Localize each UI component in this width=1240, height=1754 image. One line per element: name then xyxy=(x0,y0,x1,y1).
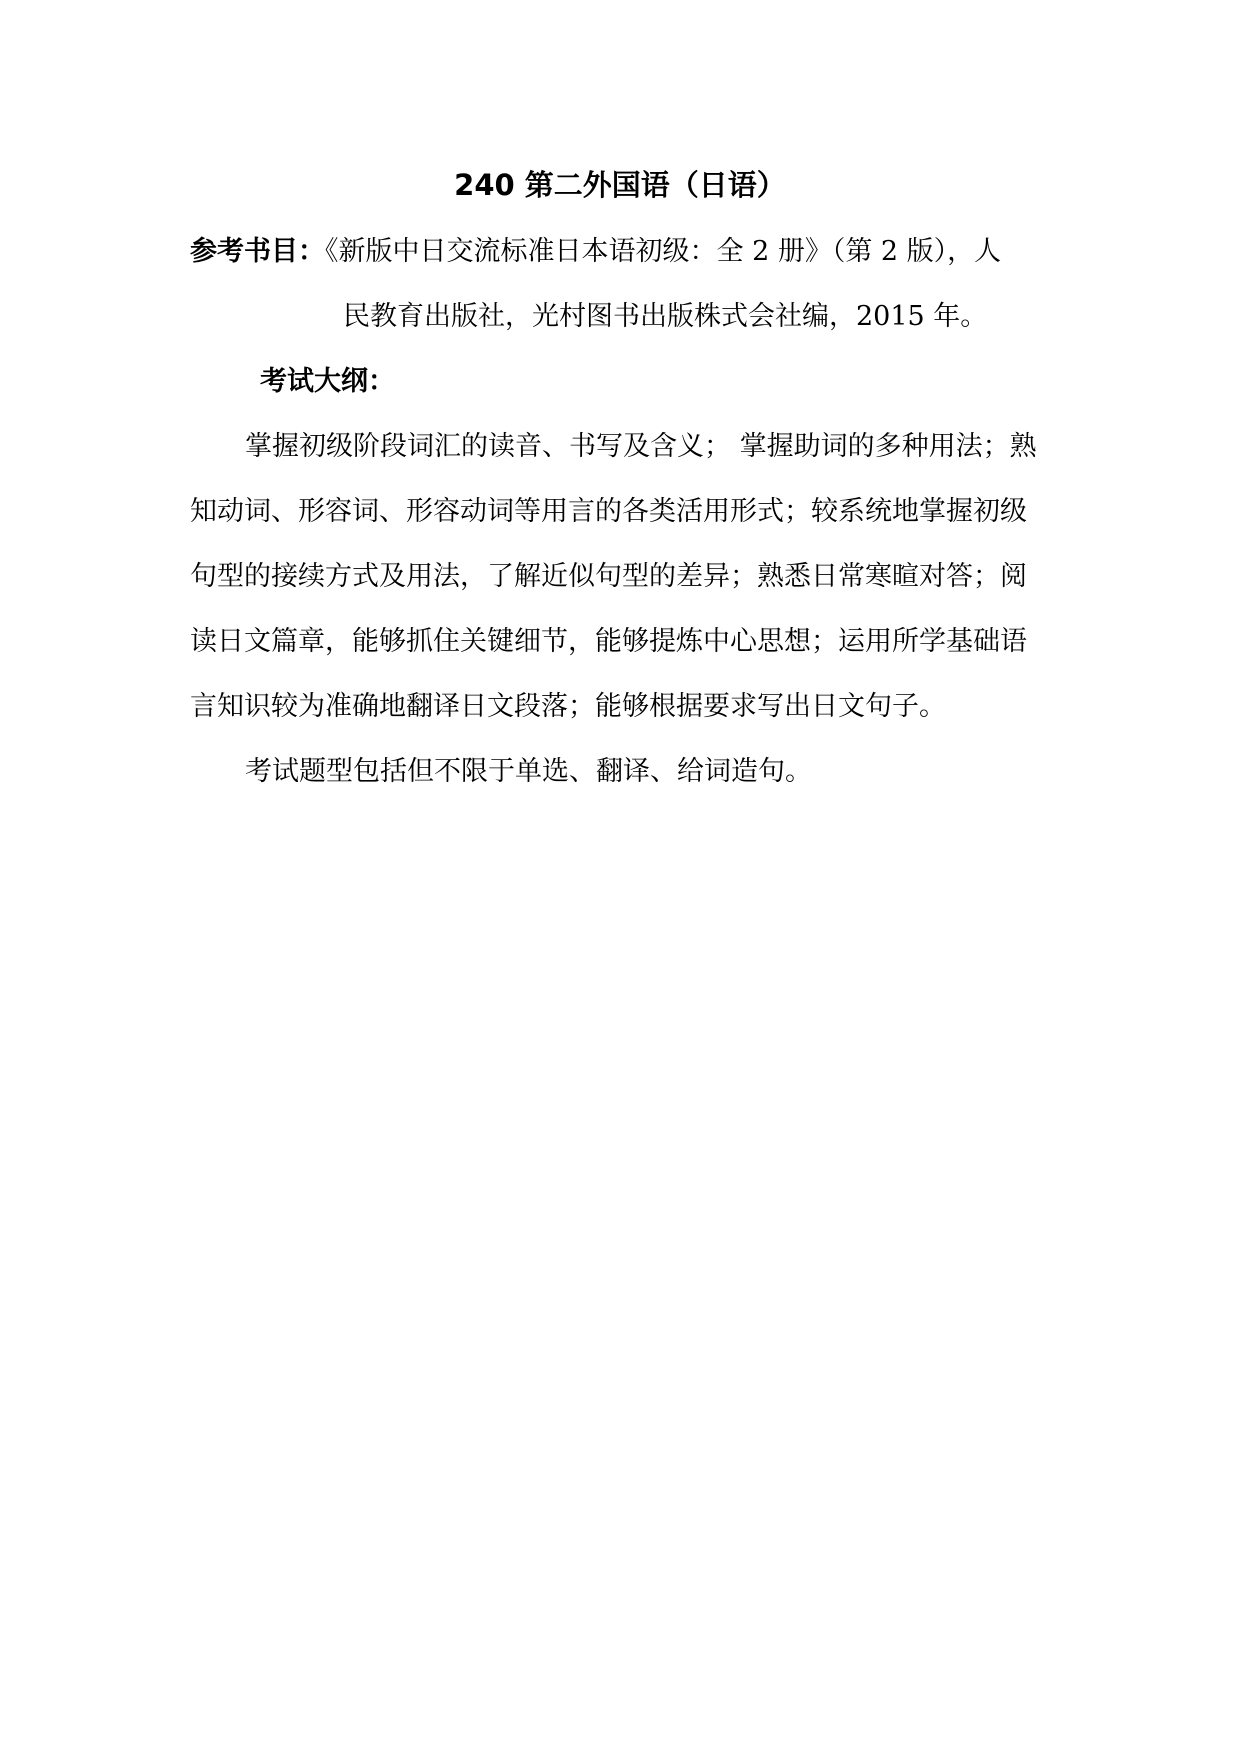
outline-paragraph-line: 知动词、形容词、形容动词等用言的各类活用形式；较系统地掌握初级 xyxy=(190,496,1027,527)
page-title: 240 第二外国语（日语） xyxy=(454,168,786,202)
outline-paragraph-line: 读日文篇章，能够抓住关键细节，能够提炼中心思想；运用所学基础语 xyxy=(190,626,1027,657)
exam-format-paragraph: 考试题型包括但不限于单选、翻译、给词造句。 xyxy=(245,756,812,787)
reference-text-2: 民教育出版社，光村图书出版株式会社编，2015 年。 xyxy=(343,301,988,332)
outline-paragraph-line: 掌握初级阶段词汇的读音、书写及含义； 掌握助词的多种用法；熟 xyxy=(245,431,1037,462)
reference-line-1 xyxy=(190,232,1060,272)
outline-paragraph-line: 言知识较为准确地翻译日文段落；能够根据要求写出日文句子。 xyxy=(190,691,946,722)
outline-paragraph-line: 句型的接续方式及用法，了解近似句型的差异；熟悉日常寒暄对答；阅 xyxy=(190,561,1027,592)
outline-heading: 考试大纲： xyxy=(260,366,395,397)
reference-text-1: 《新版中日交流标准日本语初级：全 2 册》（第 2 版），人 xyxy=(325,236,1002,267)
reference-label: 参考书目： xyxy=(190,236,325,267)
